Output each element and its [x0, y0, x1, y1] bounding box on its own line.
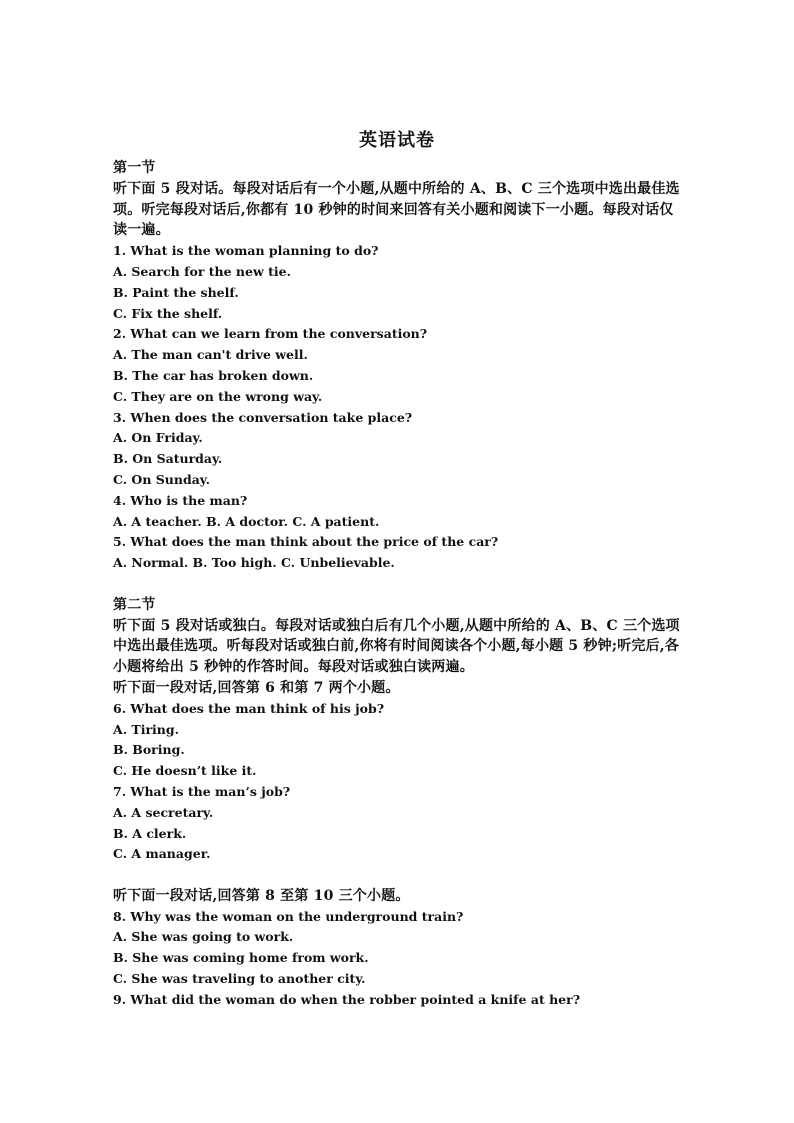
- page-title: 英语试卷: [359, 130, 435, 151]
- question-line: 3. When does the conversation take place?: [113, 409, 413, 425]
- option-line: A. The man can't drive well.: [113, 347, 308, 363]
- option-line: B. A clerk.: [113, 825, 187, 841]
- group-intro: 听下面一段对话,回答第 8 至第 10 三个小题。: [113, 887, 410, 904]
- option-line: B. Paint the shelf.: [113, 284, 239, 300]
- question-line: 6. What does the man think of his job?: [113, 700, 385, 716]
- question-line: 9. What did the woman do when the robber pointed a knife at her?: [113, 991, 581, 1007]
- option-line: C. He doesn’t like it.: [113, 763, 257, 779]
- group-intro: 听下面一段对话,回答第 6 和第 7 两个小题。: [113, 679, 400, 696]
- section-instructions: 听下面 5 段对话或独白。每段对话或独白后有几个小题,从题中所给的 A、B、C 三个选项中选出最佳选项。听每段对话或独白前,你将有时间阅读各个小题,每小题 5 秒钟;听完后,各小题将给出 5 秒钟的作答时间。每段对话或独白读两遍。: [113, 617, 680, 676]
- option-line: B. Boring.: [113, 742, 185, 758]
- question-line: 4. Who is the man?: [113, 492, 248, 508]
- question-line: 2. What can we learn from the conversation?: [113, 326, 428, 342]
- option-line: A. Normal. B. Too high. C. Unbelievable.: [113, 555, 395, 571]
- spacer: [113, 574, 687, 595]
- option-line: A. A secretary.: [113, 804, 214, 820]
- question-line: 1. What is the woman planning to do?: [113, 243, 379, 259]
- option-line: A. A teacher. B. A doctor. C. A patient.: [113, 513, 380, 529]
- option-line: B. The car has broken down.: [113, 367, 314, 383]
- option-line: B. On Saturday.: [113, 451, 223, 467]
- option-line: B. She was coming home from work.: [113, 950, 369, 966]
- section-heading: 第一节: [113, 160, 156, 176]
- spacer: [113, 865, 687, 886]
- option-line: C. A manager.: [113, 846, 211, 862]
- exam-content: [113, 158, 687, 1011]
- option-line: A. On Friday.: [113, 430, 203, 446]
- question-line: 7. What is the man’s job?: [113, 783, 291, 799]
- section-instructions: 听下面 5 段对话。每段对话后有一个小题,从题中所给的 A、B、C 三个选项中选出最佳选项。听完每段对话后,你都有 10 秒钟的时间来回答有关小题和阅读下一小题。每段对话仅读一遍。: [113, 180, 680, 239]
- question-line: 8. Why was the woman on the underground train?: [113, 908, 464, 924]
- option-line: A. Search for the new tie.: [113, 263, 291, 279]
- section-1: [113, 158, 687, 574]
- option-line: C. She was traveling to another city.: [113, 971, 366, 987]
- option-line: C. They are on the wrong way.: [113, 388, 323, 404]
- option-line: C. Fix the shelf.: [113, 305, 223, 321]
- option-line: A. She was going to work.: [113, 929, 294, 945]
- option-line: C. On Sunday.: [113, 471, 210, 487]
- question-line: 5. What does the man think about the price of the car?: [113, 534, 499, 550]
- option-line: A. Tiring.: [113, 721, 179, 737]
- section-heading: 第二节: [113, 596, 156, 613]
- section-2: [113, 595, 687, 1011]
